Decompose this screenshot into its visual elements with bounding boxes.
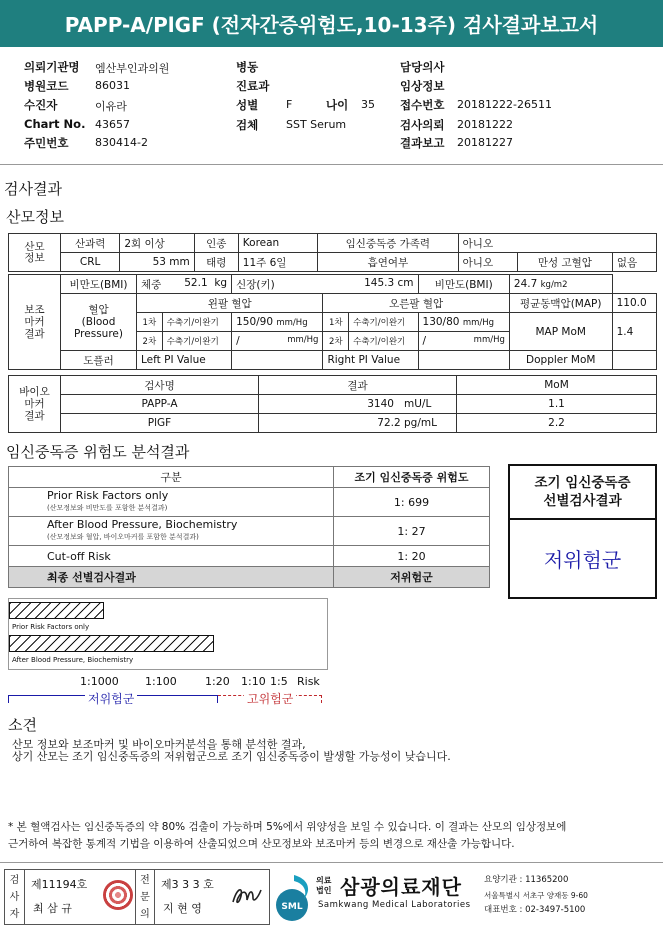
- biomarker-mom: 1.1: [457, 395, 657, 414]
- chart-no-label: Chart No.: [24, 117, 86, 131]
- biomarker-result: [259, 414, 457, 433]
- specialist-license: 제3 3 3 호: [161, 878, 214, 891]
- right-sysdia-label-1: 수축기/이완기: [349, 313, 418, 332]
- left1-value: 150/90: [236, 316, 274, 328]
- family-history-value: 아니오: [458, 234, 656, 253]
- patient-value: 이유라: [95, 100, 127, 113]
- hospital-code-value: 86031: [95, 79, 130, 92]
- race-value: Korean: [238, 234, 317, 253]
- smoking-label: 흡연여부: [318, 253, 459, 272]
- maternal-info-table: [8, 233, 657, 272]
- height-cell: [232, 275, 418, 294]
- specialist-label: 전 문 의: [135, 870, 155, 924]
- left-first-label: 1차: [137, 313, 163, 332]
- footer: [0, 862, 663, 934]
- right1-value: 130/80: [422, 316, 460, 328]
- risk-row: [9, 488, 490, 517]
- risk-tick: Risk: [297, 675, 320, 688]
- bmi-cell: [509, 275, 612, 294]
- parity-label: 산과력: [61, 234, 120, 253]
- final-result-label: 최종 선별검사결과: [9, 567, 334, 588]
- risk-row-note: (산모정보와 혈압, 바이오마커를 포함한 분석결과): [47, 533, 199, 541]
- signature-icon: [229, 882, 265, 910]
- request-date-value: 20181222: [457, 118, 513, 131]
- aux-marker-table: [8, 274, 657, 370]
- department-label: 진료과: [236, 79, 270, 93]
- high-risk-label: 고위험군: [244, 690, 296, 707]
- height-label: 신장(키): [236, 278, 275, 291]
- sml-logo-text: SML: [281, 902, 303, 912]
- map-value: 110.0: [612, 294, 656, 313]
- risk-tick: 1:5: [270, 675, 288, 688]
- left2-cell: [232, 332, 323, 351]
- biomarker-table: [8, 375, 657, 433]
- weight-unit: kg: [214, 276, 228, 289]
- risk-row-label: Cut-off Risk: [9, 546, 334, 567]
- risk-row-label: After Blood Pressure, Biochemistry: [47, 518, 238, 531]
- right-pi-label: Right PI Value: [323, 351, 418, 370]
- doppler-mom-label: Doppler MoM: [509, 351, 612, 370]
- institution-label: 의뢰기관명: [24, 60, 80, 74]
- left-sysdia-label-1: 수축기/이완기: [162, 313, 231, 332]
- right1-cell: [418, 313, 509, 332]
- report-date-value: 20181227: [457, 136, 513, 149]
- risk-bar-after: [9, 635, 214, 652]
- opinion-title: 소견: [8, 716, 37, 734]
- ward-label: 병동: [236, 60, 259, 74]
- bmi-unit: kg/m2: [540, 280, 568, 290]
- left-sysdia-label-2: 수축기/이완기: [162, 332, 231, 351]
- age-value: 35: [361, 98, 375, 111]
- risk-section-title: 임신중독증 위험도 분석결과: [6, 443, 190, 461]
- biomarker-group-label: 바이오 마커 결과: [9, 376, 61, 433]
- parity-value: 2회 이상: [120, 234, 194, 253]
- col-result: 결과: [259, 376, 457, 395]
- report-title: PAPP-A/PlGF (전자간증위험도,10-13주) 검사결과보고서: [0, 0, 663, 47]
- left-second-label: 2차: [137, 332, 163, 351]
- height-unit: cm: [397, 276, 414, 289]
- opinion-text: [12, 739, 451, 763]
- seal-icon: [103, 880, 133, 910]
- height-value: 145.3: [364, 276, 395, 289]
- biomarker-unit: mU/L: [404, 398, 432, 410]
- left1-cell: [232, 313, 323, 332]
- opinion-line: 상기 산모는 조기 임신중독증의 저위험군으로 조기 임신중독증이 발생할 가능성이 낮습니다.: [12, 750, 451, 763]
- left-arm-label: 왼팔 혈압: [137, 294, 323, 313]
- biomarker-mom: 2.2: [457, 414, 657, 433]
- signature-box: [4, 869, 270, 925]
- biomarker-value: 3140: [367, 398, 394, 410]
- request-date-label: 검사의뢰: [400, 118, 445, 132]
- right2-cell: [418, 332, 509, 351]
- specimen-label: 검체: [236, 118, 259, 132]
- chronic-htn-label: 만성 고혈압: [517, 253, 612, 272]
- left1-unit: mm/Hg: [276, 318, 308, 328]
- ga-label: 태령: [194, 253, 238, 272]
- final-result-value: 저위험군: [334, 567, 490, 588]
- risk-bar-after-label: After Blood Pressure, Biochemistry: [12, 656, 134, 664]
- crl-value: 53 mm: [120, 253, 194, 272]
- org-code: 요양기관 : 11365200: [484, 875, 569, 885]
- left-pi-label: Left PI Value: [137, 351, 232, 370]
- institution-value: 엠산부인과의원: [95, 62, 170, 75]
- patient-label: 수진자: [24, 98, 58, 112]
- right-first-label: 1차: [323, 313, 349, 332]
- map-mom-label: MAP MoM: [509, 313, 612, 351]
- biomarker-result: [259, 395, 457, 414]
- weight-label: 체중: [141, 278, 162, 291]
- chronic-htn-value: 없음: [612, 253, 656, 272]
- org-prefix: 의료 법인: [316, 876, 332, 895]
- footnote-line: 근거하여 복잡한 통계적 기법을 이용하여 산출되었으며 산모정보와 보조마커 등의 변경으로 재산출 가능합니다.: [8, 838, 515, 850]
- crl-label: CRL: [61, 253, 120, 272]
- left2-value: /: [236, 335, 240, 347]
- left2-unit: mm/Hg: [287, 335, 319, 345]
- risk-tick: 1:20: [205, 675, 230, 688]
- biomarker-name: PlGF: [61, 414, 259, 433]
- right1-unit: mm/Hg: [462, 318, 495, 328]
- col-mom: MoM: [457, 376, 657, 395]
- opinion-line: 산모 정보와 보조마커 및 바이오마커분석을 통해 분석한 결과,: [12, 738, 306, 751]
- hospital-code-label: 병원코드: [24, 79, 69, 93]
- org-english-name: Samkwang Medical Laboratories: [318, 900, 471, 910]
- risk-axis-ticks: [8, 675, 328, 691]
- right2-unit: mm/Hg: [473, 335, 505, 345]
- right-second-label: 2차: [323, 332, 349, 351]
- tester-name: 최 삼 규: [33, 902, 72, 915]
- risk-chart: [8, 598, 328, 670]
- receipt-no-value: 20181222-26511: [457, 98, 552, 111]
- footnote: [8, 819, 658, 853]
- risk-tick: 1:100: [145, 675, 177, 688]
- aux-group-label: 보조 마커 결과: [9, 275, 61, 370]
- footnote-line: * 본 혈액검사는 임신중독증의 약 80% 검출이 가능하며 5%에서 위양성을 보일 수 있습니다. 이 결과는 산모의 임상정보에: [8, 821, 567, 833]
- ga-value: 11주 6일: [238, 253, 317, 272]
- biomarker-unit: pg/mL: [404, 417, 437, 429]
- org-address: 서울특별시 서초구 양재동 9-60: [484, 891, 588, 900]
- risk-tick: 1:10: [241, 675, 266, 688]
- receipt-no-label: 접수번호: [400, 98, 445, 112]
- org-name: 삼광의료재단: [340, 875, 462, 899]
- risk-row: [9, 517, 490, 546]
- report-date-label: 결과보고: [400, 136, 445, 150]
- risk-bar-prior-label: Prior Risk Factors only: [12, 623, 90, 631]
- risk-row: [9, 546, 490, 567]
- biomarker-value: 72.2: [377, 417, 401, 429]
- risk-row-note: (산모정보와 비만도를 포함한 분석결과): [47, 504, 168, 512]
- tester-label: 검 사 자: [5, 870, 25, 924]
- bmi-label: 비만도(BMI): [61, 275, 137, 294]
- resident-no-label: 주민번호: [24, 136, 69, 150]
- results-section-title: 검사결과: [4, 180, 62, 198]
- sex-label: 성별: [236, 98, 259, 112]
- map-mom-value: 1.4: [612, 313, 656, 351]
- specimen-value: SST Serum: [286, 118, 347, 131]
- risk-row-label: Prior Risk Factors only: [47, 489, 169, 502]
- doppler-label: 도플러: [61, 351, 137, 370]
- screening-result-box: [508, 464, 657, 599]
- chart-no-value: 43657: [95, 118, 130, 131]
- risk-row-label-cell: [9, 488, 334, 517]
- risk-row-value: 1: 20: [334, 546, 490, 567]
- sex-value: F: [286, 98, 293, 111]
- risk-col-value: 조기 임신중독증 위험도: [334, 467, 490, 488]
- biomarker-name: PAPP-A: [61, 395, 259, 414]
- low-risk-label: 저위험군: [85, 690, 137, 707]
- age-label: 나이: [326, 98, 349, 112]
- risk-row-value: 1: 27: [334, 517, 490, 546]
- map-label: 평균동맥압(MAP): [509, 294, 612, 313]
- family-history-label: 임신중독증 가족력: [318, 234, 459, 253]
- clinical-label: 임상정보: [400, 79, 445, 93]
- biomarker-row: [9, 395, 657, 414]
- tester-license: 제11194호: [31, 878, 88, 891]
- bmi-value: 24.7: [513, 278, 538, 290]
- weight-value: 52.1: [184, 276, 208, 289]
- risk-bar-prior: [9, 602, 104, 619]
- biomarker-row: [9, 414, 657, 433]
- weight-cell: [137, 275, 232, 294]
- risk-row-value: 1: 699: [334, 488, 490, 517]
- doctor-label: 담당의사: [400, 60, 445, 74]
- smoking-value: 아니오: [458, 253, 517, 272]
- right-arm-label: 오른팔 혈압: [323, 294, 509, 313]
- screening-result-title: 조기 임신중독증 선별검사결과: [510, 466, 655, 520]
- bmi-label-2: 비만도(BMI): [418, 275, 509, 294]
- specialist-name: 지 현 영: [163, 902, 202, 915]
- col-test-name: 검사명: [61, 376, 259, 395]
- race-label: 인종: [194, 234, 238, 253]
- resident-no-value: 830414-2: [95, 136, 148, 149]
- bp-label: 혈압 (Blood Pressure): [61, 294, 137, 351]
- maternal-group-label: 산모 정보: [9, 234, 61, 272]
- risk-row-label-cell: [9, 517, 334, 546]
- risk-col-category: 구분: [9, 467, 334, 488]
- org-contact: [484, 873, 588, 918]
- maternal-section-title: 산모정보: [6, 208, 64, 226]
- right-sysdia-label-2: 수축기/이완기: [349, 332, 418, 351]
- risk-table: [8, 466, 490, 588]
- right2-value: /: [422, 335, 427, 347]
- patient-header: [0, 47, 663, 165]
- org-phone: 대표번호 : 02-3497-5100: [484, 905, 586, 915]
- screening-result-value: 저위험군: [543, 548, 622, 572]
- risk-tick: 1:1000: [80, 675, 119, 688]
